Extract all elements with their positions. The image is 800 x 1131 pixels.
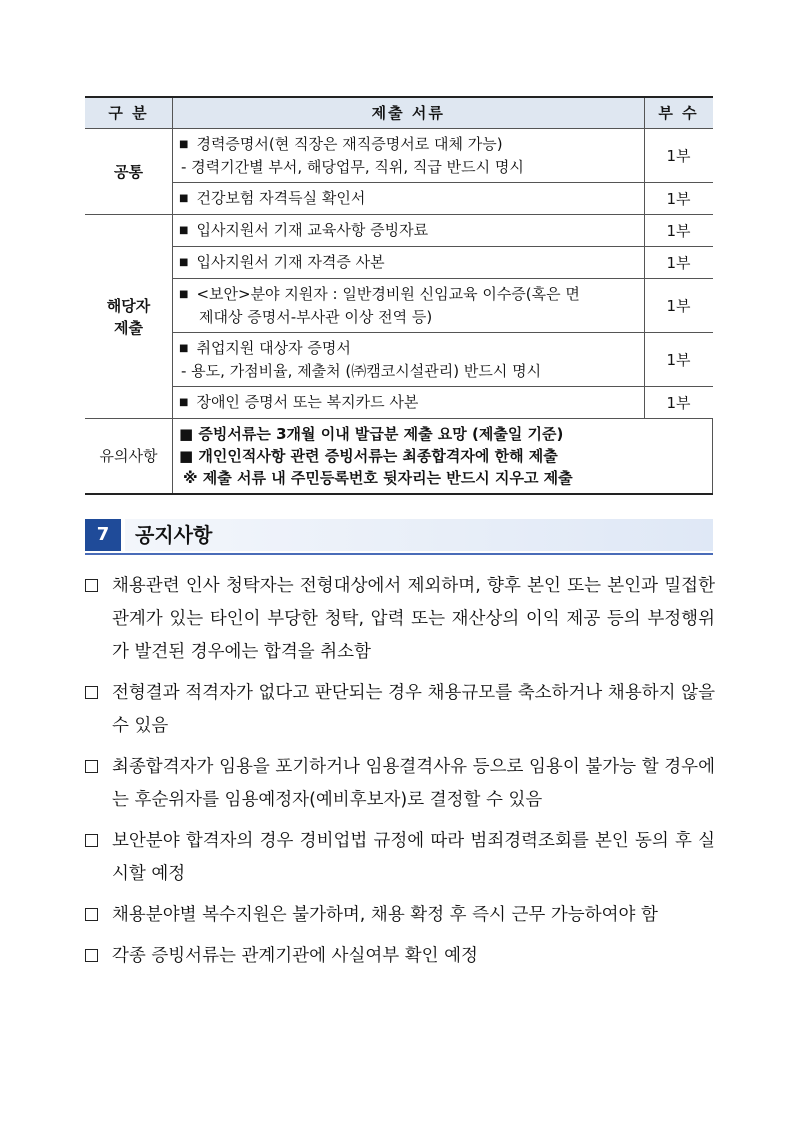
note-line: ■ 개인인적사항 관련 증빙서류는 최종합격자에 한해 제출 bbox=[179, 447, 558, 465]
checkbox-square-icon bbox=[85, 949, 98, 962]
square-bullet-icon: ■ bbox=[179, 193, 189, 204]
square-bullet-icon: ■ bbox=[179, 225, 189, 236]
header-documents: 제출 서류 bbox=[173, 97, 645, 129]
section-title: 공지사항 bbox=[135, 523, 213, 547]
document-cell: ■ <보안>분야 지원자 : 일반경비원 신임교육 이수증(혹은 면 제대상 증명서-부사관 이상 전역 등) bbox=[173, 279, 645, 333]
table-row bbox=[85, 279, 713, 333]
document-cell: ■ 경력증명서(현 직장은 재직증명서로 대체 가능) - 경력기간별 부서, 해당업무, 직위, 직급 반드시 명시 bbox=[173, 129, 645, 183]
note-line: ※ 제출 서류 내 주민등록번호 뒷자리는 반드시 지우고 제출 bbox=[183, 469, 573, 487]
checkbox-square-icon bbox=[85, 760, 98, 773]
notes-cell bbox=[173, 419, 713, 495]
table-row bbox=[85, 247, 713, 279]
table-row bbox=[85, 333, 713, 387]
document-cell: ■ 취업지원 대상자 증명서 - 용도, 가점비율, 제출처 (㈜캠코시설관리) 반드시 명시 bbox=[173, 333, 645, 387]
table-row bbox=[85, 215, 713, 247]
document-cell: ■ 장애인 증명서 또는 복지카드 사본 bbox=[173, 387, 645, 419]
checkbox-square-icon bbox=[85, 579, 98, 592]
document-cell: ■ 입사지원서 기재 교육사항 증빙자료 bbox=[173, 215, 645, 247]
list-item: 최종합격자가 임용을 포기하거나 임용결격사유 등으로 임용이 불가능 할 경우에는 후순위자를 임용예정자(예비후보자)로 결정할 수 있음 bbox=[85, 751, 715, 817]
document-cell: ■ 입사지원서 기재 자격증 사본 bbox=[173, 247, 645, 279]
count-cell: 1부 bbox=[644, 279, 713, 333]
list-item: 전형결과 적격자가 없다고 판단되는 경우 채용규모를 축소하거나 채용하지 않을 수 있음 bbox=[85, 677, 715, 743]
checkbox-square-icon bbox=[85, 686, 98, 699]
list-item: 보안분야 합격자의 경우 경비업법 규정에 따라 범죄경력조회를 본인 동의 후 실시할 예정 bbox=[85, 825, 715, 891]
note-line: ■ 증빙서류는 3개월 이내 발급분 제출 요망 (제출일 기준) bbox=[179, 425, 564, 443]
header-count: 부 수 bbox=[644, 97, 713, 129]
table-row bbox=[85, 387, 713, 419]
count-cell: 1부 bbox=[644, 129, 713, 183]
category-applicable: 해당자 제출 bbox=[85, 215, 173, 419]
category-common: 공통 bbox=[85, 129, 173, 215]
table-row-notes bbox=[85, 419, 713, 495]
square-bullet-icon: ■ bbox=[179, 289, 189, 300]
checkbox-square-icon bbox=[85, 908, 98, 921]
table-row bbox=[85, 183, 713, 215]
document-cell: ■ 건강보험 자격득실 확인서 bbox=[173, 183, 645, 215]
documents-table bbox=[85, 96, 713, 495]
checkbox-square-icon bbox=[85, 834, 98, 847]
count-cell: 1부 bbox=[644, 215, 713, 247]
count-cell: 1부 bbox=[644, 387, 713, 419]
section-header bbox=[85, 519, 713, 555]
section-number: 7 bbox=[85, 519, 121, 551]
table-row bbox=[85, 129, 713, 183]
count-cell: 1부 bbox=[644, 333, 713, 387]
list-item: 채용분야별 복수지원은 불가하며, 채용 확정 후 즉시 근무 가능하여야 함 bbox=[85, 899, 715, 932]
count-cell: 1부 bbox=[644, 183, 713, 215]
square-bullet-icon: ■ bbox=[179, 343, 189, 354]
count-cell: 1부 bbox=[644, 247, 713, 279]
square-bullet-icon: ■ bbox=[179, 139, 189, 150]
list-item: 채용관련 인사 청탁자는 전형대상에서 제외하며, 향후 본인 또는 본인과 밀접한 관계가 있는 타인이 부당한 청탁, 압력 또는 재산상의 이익 제공 등의 부정행위가 발견된 경우에는 합격을 취소함 bbox=[85, 570, 715, 669]
square-bullet-icon: ■ bbox=[179, 257, 189, 268]
notice-list bbox=[85, 570, 715, 981]
table-header-row bbox=[85, 97, 713, 129]
list-item: 각종 증빙서류는 관계기관에 사실여부 확인 예정 bbox=[85, 940, 715, 973]
header-category: 구 분 bbox=[85, 97, 173, 129]
square-bullet-icon: ■ bbox=[179, 397, 189, 408]
category-notes: 유의사항 bbox=[85, 419, 173, 495]
